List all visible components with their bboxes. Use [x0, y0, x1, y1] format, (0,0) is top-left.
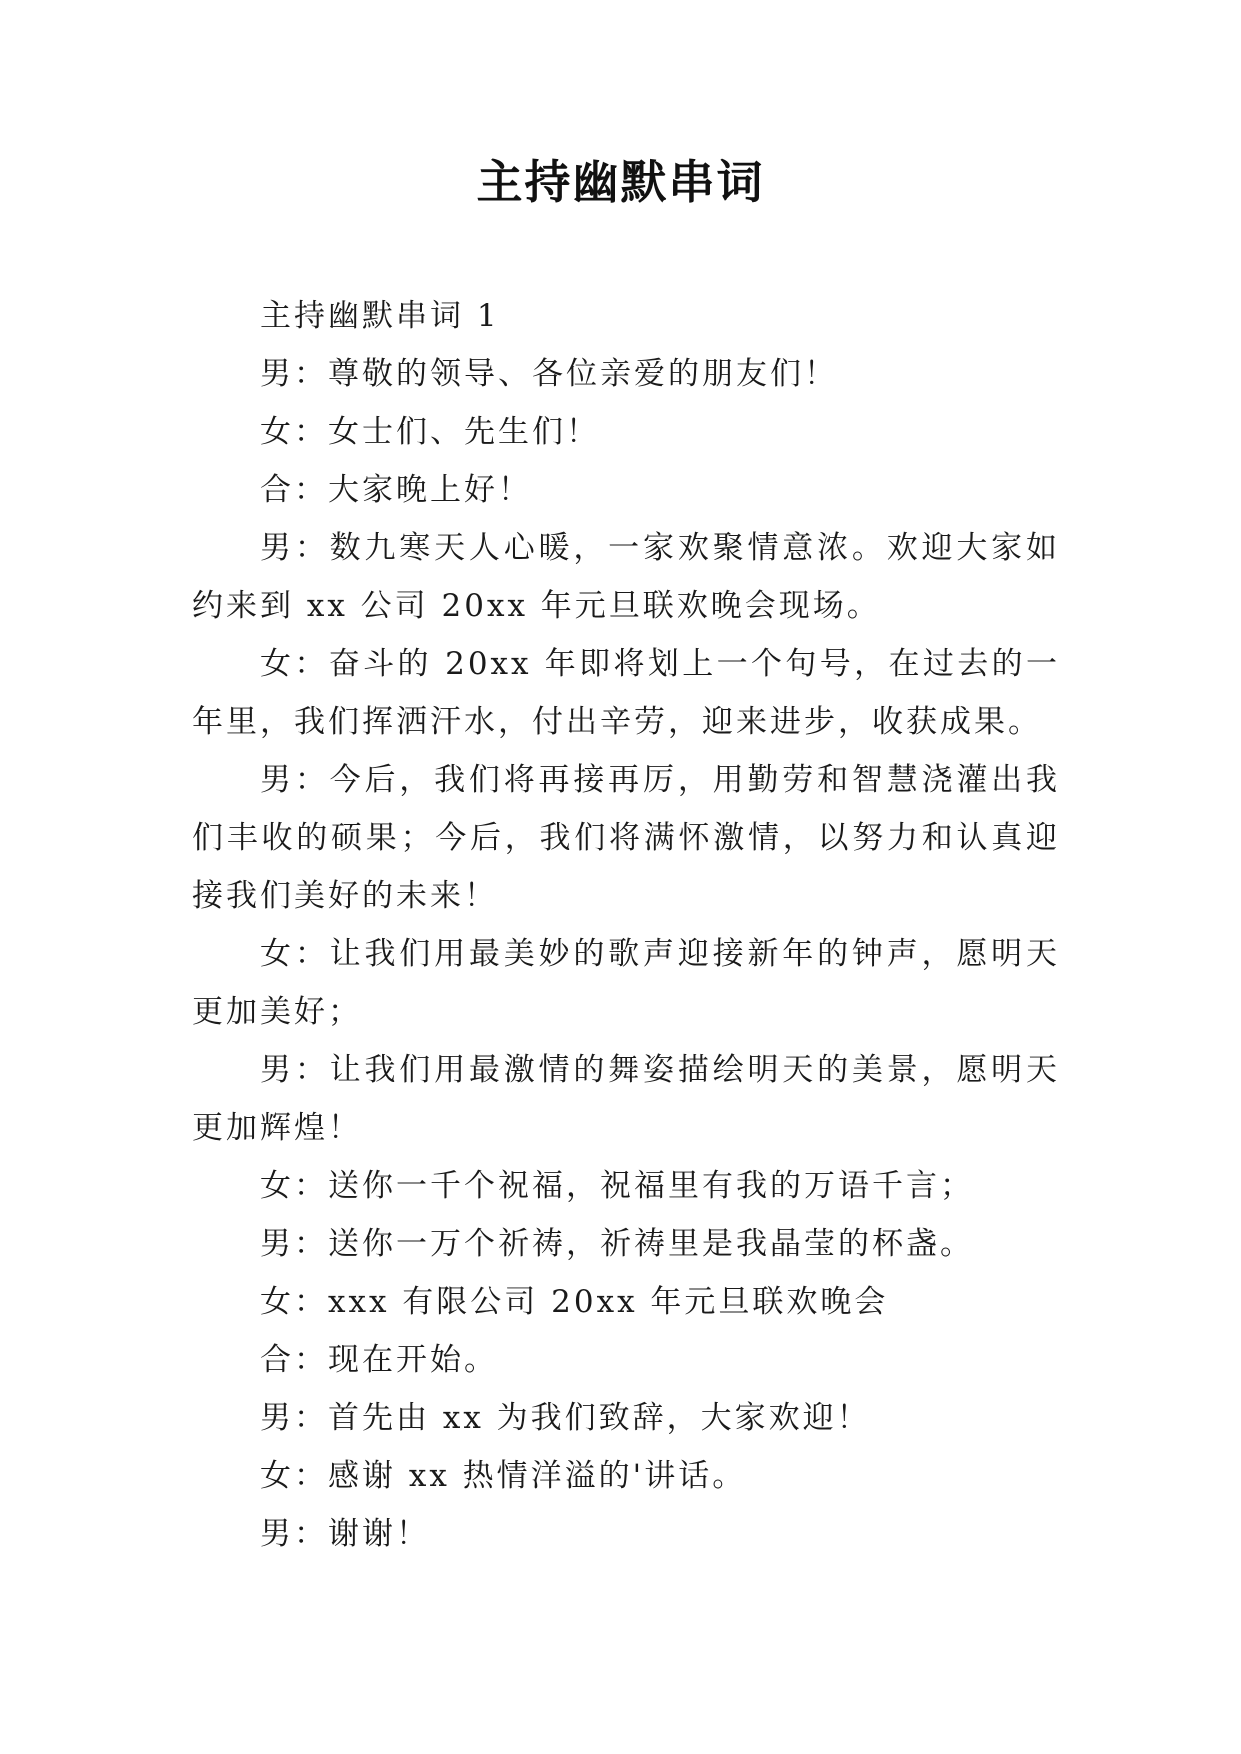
- document-body: [192, 287, 1060, 1563]
- paragraph: 合：大家晚上好！: [260, 472, 532, 508]
- paragraph: 合：现在开始。: [260, 1342, 498, 1378]
- paragraph: 女：女士们、先生们！: [260, 414, 600, 450]
- paragraph: 男：首先由 xx 为我们致辞，大家欢迎！: [260, 1400, 871, 1436]
- paragraph: 女：感谢 xx 热情洋溢的'讲话。: [260, 1458, 747, 1494]
- paragraph: 女：xxx 有限公司 20xx 年元旦联欢晚会: [260, 1284, 889, 1320]
- paragraph: 女：送你一千个祝福，祝福里有我的万语千言；: [260, 1168, 974, 1204]
- paragraph: 男：尊敬的领导、各位亲爱的朋友们！: [260, 356, 838, 392]
- paragraph: 女：奋斗的 20xx 年即将划上一个句号，在过去的一年里，我们挥洒汗水，付出辛劳，迎来进步，收获成果。: [192, 646, 1060, 740]
- paragraph: 男：今后，我们将再接再厉，用勤劳和智慧浇灌出我们丰收的硕果；今后，我们将满怀激情，以努力和认真迎接我们美好的未来！: [192, 762, 1060, 914]
- paragraph: 女：让我们用最美妙的歌声迎接新年的钟声，愿明天更加美好；: [192, 936, 1060, 1030]
- paragraph: 男：送你一万个祈祷，祈祷里是我晶莹的杯盏。: [260, 1226, 974, 1262]
- document-title: 主持幽默串词: [476, 155, 765, 209]
- paragraph: 男：让我们用最激情的舞姿描绘明天的美景，愿明天更加辉煌！: [192, 1052, 1060, 1146]
- paragraph: 男：数九寒天人心暖，一家欢聚情意浓。欢迎大家如约来到 xx 公司 20xx 年元旦联欢晚会现场。: [192, 530, 1060, 624]
- paragraph: 男：谢谢！: [260, 1516, 430, 1552]
- paragraph: 主持幽默串词 1: [260, 298, 500, 334]
